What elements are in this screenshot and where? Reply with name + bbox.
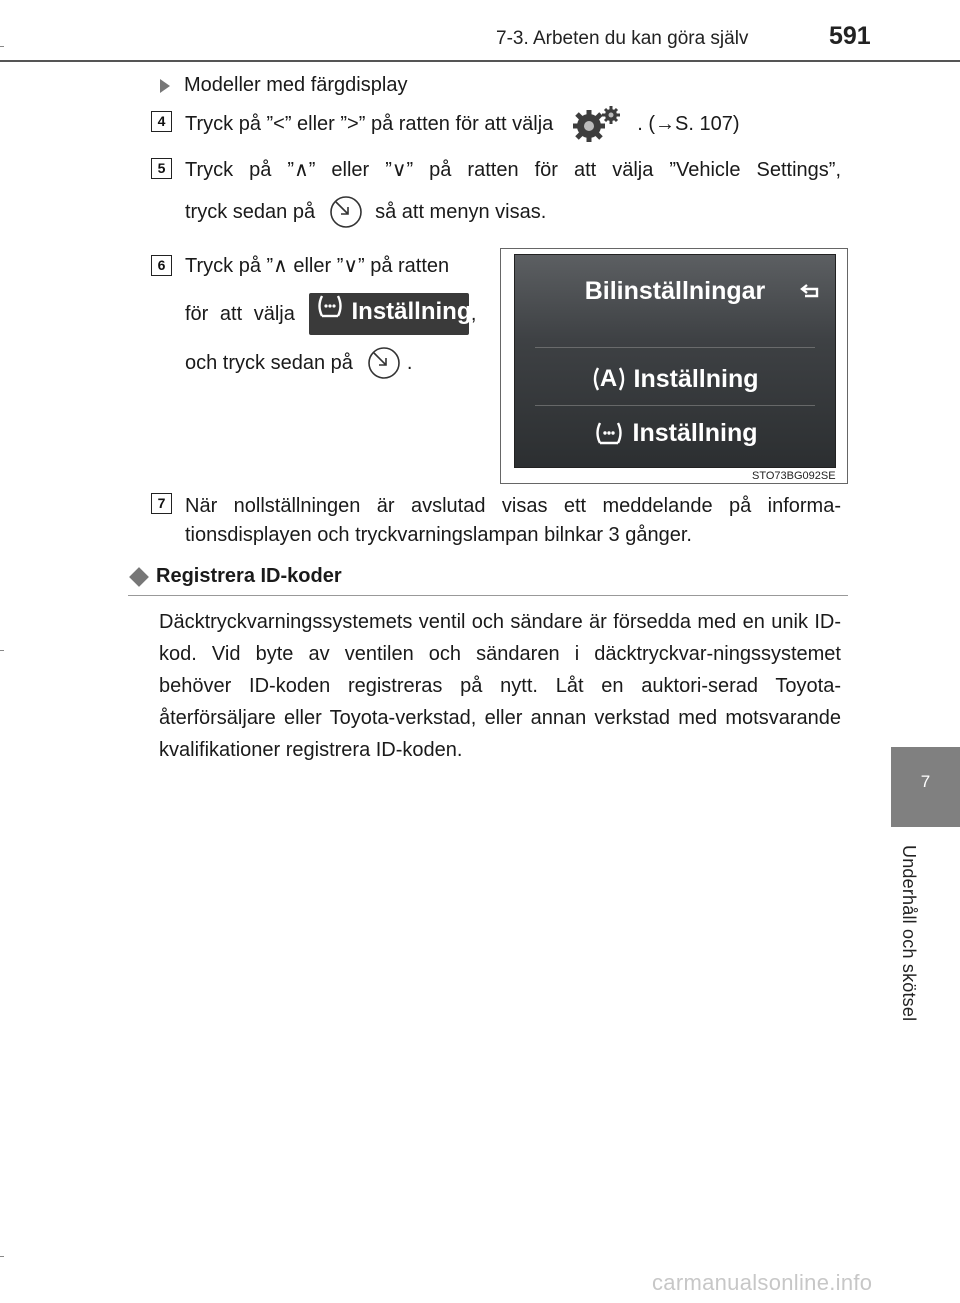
screen-item-tire-setting bbox=[515, 413, 835, 453]
step-6-text-3: och tryck sedan på bbox=[185, 351, 353, 374]
step-6-line3 bbox=[185, 343, 412, 383]
page-number: 591 bbox=[829, 22, 871, 50]
screen-item-label-1: Inställning bbox=[633, 364, 759, 393]
enter-button-icon bbox=[365, 344, 403, 382]
screen-divider bbox=[535, 347, 815, 348]
bullet-text: Modeller med färgdisplay bbox=[184, 74, 408, 96]
section-divider bbox=[128, 595, 848, 596]
step-5-text-after: så att menyn visas. bbox=[375, 200, 547, 223]
section-heading bbox=[132, 565, 342, 588]
header-divider bbox=[0, 60, 960, 62]
model-bullet bbox=[160, 72, 407, 99]
crop-mark bbox=[0, 1256, 4, 1257]
section-heading-text: Registrera ID-koder bbox=[156, 565, 342, 587]
section-title: 7-3. Arbeten du kan göra själv bbox=[496, 28, 749, 49]
step-badge-5: 5 bbox=[151, 158, 172, 179]
chip-label: Inställning bbox=[351, 298, 472, 325]
triangle-bullet-icon bbox=[160, 79, 170, 93]
step-6-line1: Tryck på ”∧ eller ”∨” på ratten bbox=[185, 255, 450, 277]
screen-divider bbox=[535, 405, 815, 406]
chapter-number: 7 bbox=[920, 772, 931, 791]
crop-mark bbox=[0, 46, 4, 47]
auto-a-icon bbox=[592, 364, 626, 394]
step-6-comma: , bbox=[470, 302, 477, 325]
tire-pressure-setting-chip bbox=[309, 293, 472, 335]
step-5-text: tryck sedan på bbox=[185, 200, 316, 223]
diamond-bullet-icon bbox=[129, 567, 149, 587]
screen-title: Bilinställningar bbox=[584, 276, 766, 305]
back-icon bbox=[799, 279, 821, 308]
step-4-text: Tryck på ”<” eller ”>” på ratten för att välja bbox=[185, 112, 554, 135]
step-badge-4: 4 bbox=[151, 111, 172, 132]
vehicle-settings-screen bbox=[514, 254, 836, 468]
step-4 bbox=[185, 104, 740, 144]
auto-letter: A bbox=[599, 365, 618, 392]
step-4-reference: . (→S. 107) bbox=[637, 112, 740, 135]
step-6-period: . bbox=[406, 351, 413, 374]
watermark: carmanualsonline.info bbox=[652, 1270, 873, 1295]
screen-item-label-2: Inställning bbox=[632, 418, 758, 447]
step-badge-6: 6 bbox=[151, 255, 172, 276]
image-code: STO73BG092SE bbox=[752, 470, 836, 482]
crop-mark bbox=[0, 650, 4, 651]
screen-item-auto-setting bbox=[515, 359, 835, 399]
tire-pressure-icon bbox=[315, 293, 345, 319]
step-badge-7: 7 bbox=[151, 493, 172, 514]
step-6-text: för att välja bbox=[185, 302, 295, 325]
step-6-line2 bbox=[185, 292, 476, 336]
screen-title-row bbox=[515, 271, 835, 311]
step-7-text: När nollställningen är avslutad visas ett meddelande på informa-tionsdisplayen och tryckvarningslampan bilnkar 3 gånger. bbox=[185, 495, 841, 546]
tire-pressure-icon bbox=[593, 420, 625, 446]
chapter-title: Underhåll och skötsel bbox=[899, 845, 919, 1022]
step-5-line2 bbox=[185, 192, 546, 232]
step-5-line1: Tryck på ”∧” eller ”∨” på ratten för att välja ”Vehicle Settings”, bbox=[185, 159, 841, 181]
section-paragraph: Däcktryckvarningssystemets ventil och sändare är försedda med en unik ID-kod. Vid byte av ventilen och sändaren i däcktryckvar-ningssystemet behöver ID-koden registreras på nytt. Låt en auktori-serad Toyota-återförsäljare eller Toyota-verkstad, eller annan verkstad med motsvarande kvalifikationer registrera ID-koden. bbox=[159, 611, 841, 761]
enter-button-icon bbox=[327, 193, 365, 231]
gear-icon bbox=[567, 104, 627, 144]
